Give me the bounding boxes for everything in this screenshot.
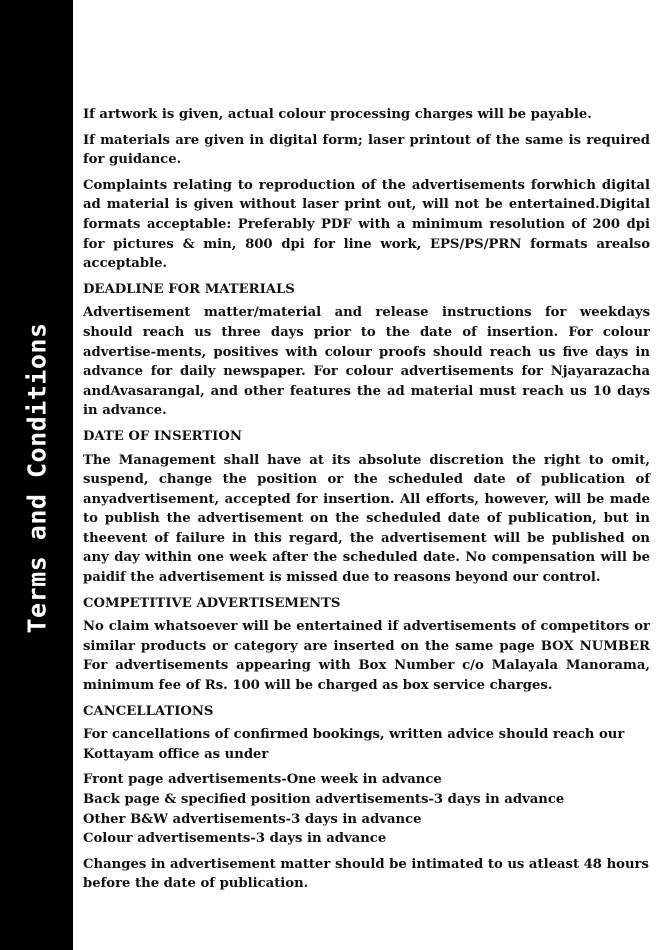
terms-content	[83, 105, 650, 900]
competitive-heading: COMPETITIVE ADVERTISEMENTS	[83, 595, 341, 611]
competitive-paragraph: No claim whatsoever will be entertained if advertisements of competitors or similar products or category are inserted on the same page BOX NUMBER For advertisements appearing with Box Number c/o Malayala Manorama, minimum fee of Rs. 100 will be charged as box service charges.	[83, 619, 650, 694]
insertion-heading: DATE OF INSERTION	[83, 428, 242, 444]
cancellations-heading: CANCELLATIONS	[83, 703, 214, 719]
sidebar-title: Terms and Conditions	[22, 322, 52, 634]
deadline-paragraph: Advertisement matter/material and release instructions for weekdays should reach us three days prior to the date of insertion. For colour advertise-ments, positives with colour proofs should reach us five days in advance for daily newspaper. For colour advertisements for Njayarazacha andAvasarangal, and other features the ad material must reach us 10 days in advance.	[83, 305, 650, 419]
sidebar-panel	[0, 0, 73, 950]
cancellations-footer: Changes in advertisement matter should be intimated to us atleast 48 hours before the date of publication.	[83, 856, 649, 892]
list-item: Front page advertisements-One week in advance	[83, 772, 442, 788]
intro-paragraph-complaints: Complaints relating to reproduction of the advertisements forwhich digital ad material is given without laser print out, will not be entertained.Digital formats acceptable: Preferably PDF with a minimum resolution of 200 dpi for pictures & min, 800 dpi for line work, EPS/PS/PRN formats arealso acceptable.	[83, 177, 650, 272]
intro-paragraph-digital: If materials are given in digital form; laser printout of the same is required for guidance.	[83, 132, 650, 168]
deadline-heading: DEADLINE FOR MATERIALS	[83, 281, 295, 297]
list-item: Other B&W advertisements-3 days in advance	[83, 811, 422, 827]
list-item: Colour advertisements-3 days in advance	[83, 831, 387, 847]
intro-paragraph-artwork: If artwork is given, actual colour processing charges will be payable.	[83, 107, 592, 122]
cancellations-list	[83, 770, 650, 848]
insertion-paragraph: The Management shall have at its absolute discretion the right to omit, suspend, change the position or the scheduled date of publication of anyadvertisement, accepted for insertion. All efforts, however, will be made to publish the advertisement on the scheduled date of publication, but in theevent of failure in this regard, the advertisement will be published on any day within one week after the scheduled date. No compensation will be paidif the advertisement is missed due to reasons beyond our control.	[83, 452, 650, 586]
cancellations-intro: For cancellations of confirmed bookings, written advice should reach our Kottayam office as under	[83, 727, 625, 762]
list-item: Back page & specified position advertisements-3 days in advance	[83, 792, 565, 807]
